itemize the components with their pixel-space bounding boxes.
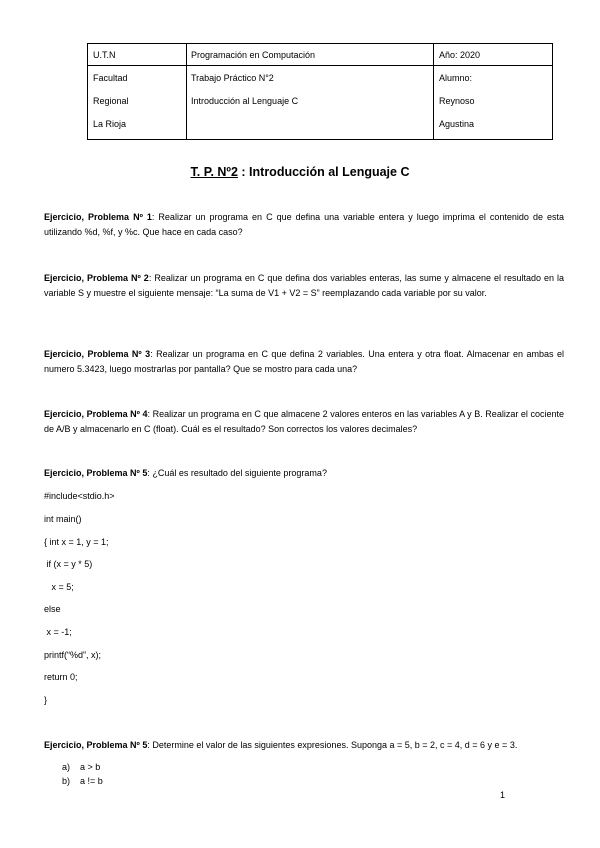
list-marker: b) [62, 776, 71, 786]
table-divider [88, 65, 552, 66]
list-text: a > b [80, 762, 101, 772]
exercise-label: Ejercicio, Problema Nº 2 [44, 273, 149, 283]
code-line: } [44, 695, 48, 705]
header-table [87, 43, 553, 140]
title-underlined: T. P. Nº2 [190, 165, 238, 179]
table-cell: Regional [93, 96, 129, 106]
code-line: #include<stdio.h> [44, 491, 115, 501]
exercise-text: : Realizar un programa en C que defina dos variables enteras, las sume y almacene el resultado en la variable S y muestre el siguiente mensaje: “La suma de V1 + V2 = S” reemplazando cada variable por su valor. [44, 273, 564, 298]
exercise-text: : Determine el valor de las siguientes expresiones. Suponga a = 5, b = 2, c = 4, d = 6 y e = 3. [147, 740, 518, 750]
table-cell: Año: 2020 [439, 50, 481, 60]
exercise-1 [44, 210, 564, 240]
exercise-2 [44, 271, 564, 301]
table-cell: Agustina [439, 119, 475, 129]
exercise-label: Ejercicio, Problema Nº 5 [44, 468, 148, 478]
title-rest: : Introducción al Lenguaje C [237, 165, 410, 179]
exercise-text: : Realizar un programa en C que defina 2 variables. Una entera y otra float. Almacenar en ambas el numero 5.3423, luego mostrarlas por pantalla? Que se mostro para cada una? [44, 349, 564, 374]
code-line: else [44, 604, 61, 614]
list-marker: a) [62, 762, 71, 772]
table-cell: Alumno: [439, 73, 473, 83]
table-cell: Reynoso [439, 96, 475, 106]
list-item [62, 762, 100, 773]
exercise-5 [44, 466, 564, 481]
list-item [62, 776, 103, 787]
exercise-label: Ejercicio, Problema Nº 1 [44, 212, 152, 222]
exercise-text: : Realizar un programa en C que almacene 2 valores enteros en las variables A y B. Realizar el cociente de A/B y almacenarlo en C (float). Cuál es el resultado? Son correctos los valores decimales? [44, 409, 564, 434]
table-divider [433, 44, 434, 139]
exercise-label: Ejercicio, Problema Nº 4 [44, 409, 148, 419]
table-cell: Programación en Computación [191, 50, 316, 60]
page-number: 1 [500, 790, 506, 800]
code-line: printf(“%d”, x); [44, 650, 102, 660]
table-cell: La Rioja [93, 119, 127, 129]
exercise-4 [44, 407, 564, 437]
code-line: { int x = 1, y = 1; [44, 537, 109, 547]
page-title [0, 165, 600, 179]
table-cell: Facultad [93, 73, 128, 83]
exercise-label: Ejercicio, Problema Nº 5 [44, 740, 148, 750]
code-line: x = -1; [44, 627, 72, 637]
table-divider [186, 44, 187, 139]
table-cell: Trabajo Práctico N°2 [191, 73, 274, 83]
exercise-text: : ¿Cuál es resultado del siguiente programa? [147, 468, 327, 478]
exercise-5b [44, 738, 564, 753]
list-text: a != b [80, 776, 103, 786]
table-cell: U.T.N [93, 50, 116, 60]
exercise-3 [44, 347, 564, 377]
code-line: int main() [44, 514, 82, 524]
exercise-label: Ejercicio, Problema Nº 3 [44, 349, 151, 359]
exercise-text: : Realizar un programa en C que defina una variable entera y luego imprima el contenido de esta utilizando %d, %f, y %c. Que hace en cada caso? [44, 212, 564, 237]
table-cell: Introducción al Lenguaje C [191, 96, 299, 106]
code-line: x = 5; [44, 582, 74, 592]
code-line: if (x = y * 5) [44, 559, 93, 569]
code-line: return 0; [44, 672, 78, 682]
